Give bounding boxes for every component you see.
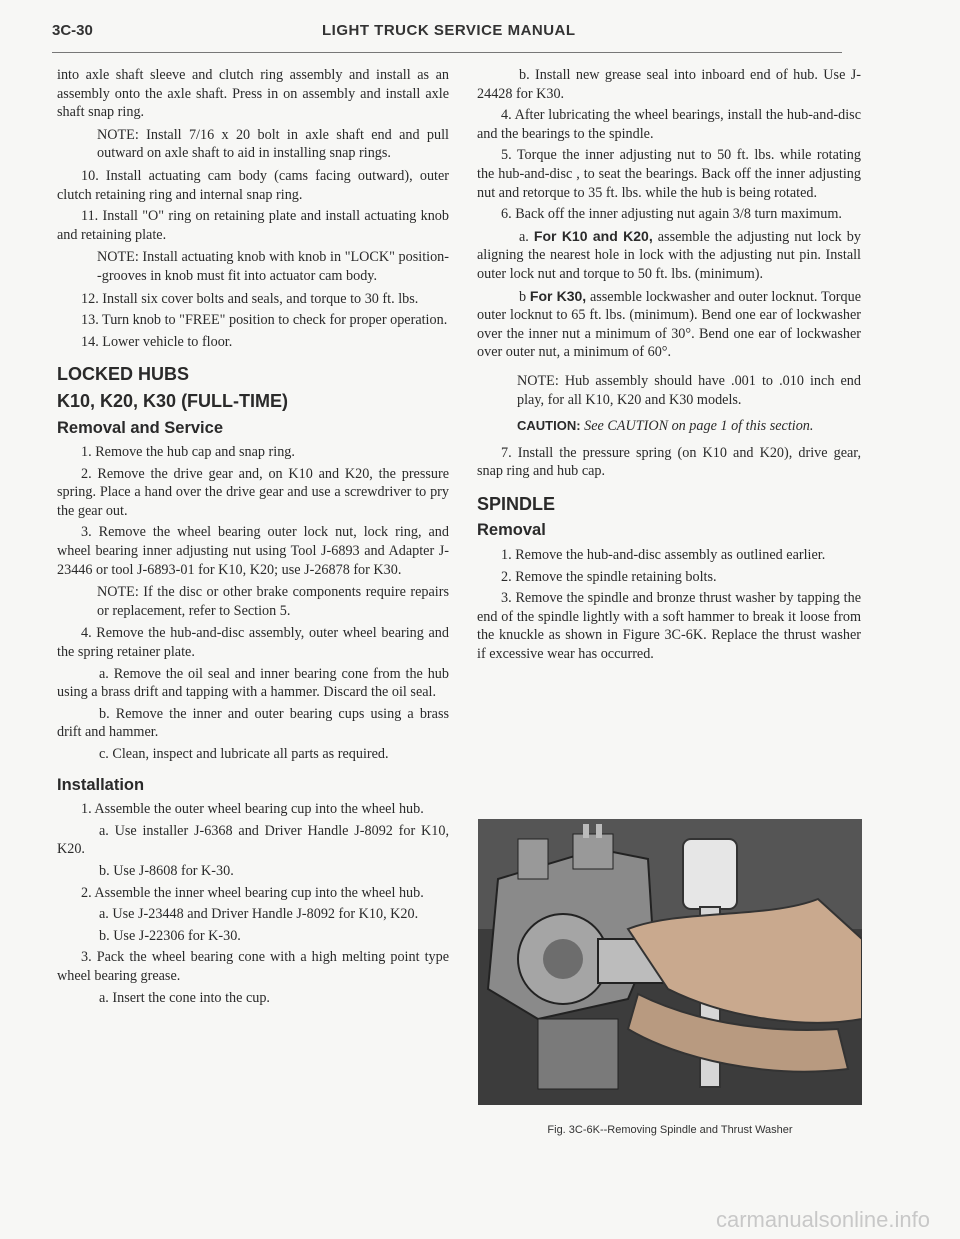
step: 13. Turn knob to "FREE" position to check for proper operation. (81, 312, 448, 329)
step: 7. Install the pressure spring (on K10 and K20), drive gear, snap ring and hub cap. (477, 444, 861, 480)
step: 11. Install "O" ring on retaining plate and install actuating knob and retaining plate. (57, 208, 449, 243)
paragraph: into axle shaft sleeve and clutch ring assembly and install as an assembly onto the axle shaft. Press in on assembly and install axle shaft snap ring. (57, 67, 449, 121)
substep: a. Use installer J-6368 and Driver Handle J-8092 for K10, K20. (57, 822, 449, 858)
step: 1. Assemble the outer wheel bearing cup into the wheel hub. (81, 801, 424, 818)
step: 14. Lower vehicle to floor. (81, 333, 233, 350)
note: NOTE: Install 7/16 x 20 bolt in axle shaft end and pull outward on axle shaft to aid in installing snap rings. (97, 126, 449, 162)
substep-prefix: b (519, 288, 527, 305)
left-column (57, 66, 449, 1010)
step: 4. Remove the hub-and-disc assembly, outer wheel bearing and the spring retainer plate. (57, 625, 449, 661)
substep-prefix: a. (519, 228, 529, 245)
section-heading-locked-hubs: LOCKED HUBS (57, 364, 190, 385)
substep: b. Remove the inner and outer bearing cups using a brass drift and hammer. (57, 705, 449, 741)
caution-text: See CAUTION on page 1 of this section. (584, 418, 814, 435)
substep: a. Use J-23448 and Driver Handle J-8092 for K10, K20. (99, 906, 419, 923)
step: 3. Pack the wheel bearing cone with a high melting point type wheel bearing grease. (57, 949, 449, 984)
model-label: For K30, (529, 287, 587, 304)
step: 1. Remove the hub-and-disc assembly as outlined earlier. (501, 547, 826, 564)
substep-text: assemble lockwasher and outer locknut. Torque outer locknut to 65 ft. lbs. (minimum). Bend one ear of lockwasher over the inner nut a minimum of 30°. Bend one ear of lockwasher over outer nut, a minimum of 60°. (477, 288, 861, 361)
spindle-removal-photo (478, 819, 862, 1105)
note: NOTE: If the disc or other brake components require repairs or replacement, refer to Section 5. (97, 584, 449, 619)
step: 4. After lubricating the wheel bearings, install the hub-and-disc and the bearings to the spindle. (477, 107, 861, 142)
step: 2. Assemble the inner wheel bearing cup into the wheel hub. (81, 884, 424, 901)
running-title: LIGHT TRUCK SERVICE MANUAL (322, 22, 576, 39)
subheading-removal-service: Removal and Service (57, 418, 223, 437)
model-label: For K10 and K20, (533, 227, 653, 244)
figure-caption: Fig. 3C-6K--Removing Spindle and Thrust Washer (547, 1124, 793, 1136)
step: 3. Remove the wheel bearing outer lock nut, lock ring, and wheel bearing inner adjusting nut using Tool J-6893 and Adapter J-23446 or tool J-6893-01 for K10, K20; use J-26878 for K30. (57, 524, 449, 578)
step: 12. Install six cover bolts and seals, and torque to 30 ft. lbs. (81, 290, 419, 307)
step: 2. Remove the drive gear and, on K10 and K20, the pressure spring. Place a hand over the drive gear and use a screwdriver to pry the gear out. (57, 465, 449, 519)
substep-k10-k20 (477, 227, 861, 284)
step: 3. Remove the spindle and bronze thrust washer by tapping the end of the spindle lightly with a soft hammer to break it loose from the knuckle as shown in Figure 3C-6K. Replace the thrust washer if excessive wear has occurred. (477, 590, 861, 663)
header-rule (52, 52, 842, 53)
substep: a. Remove the oil seal and inner bearing cone from the hub using a brass drift and tapping with a hammer. Discard the oil seal. (57, 665, 449, 701)
page-header (52, 22, 832, 52)
subheading-installation: Installation (57, 775, 145, 794)
watermark: carmanualsonline.info (715, 1207, 930, 1232)
figure-photo (478, 819, 862, 1105)
step: 1. Remove the hub cap and snap ring. (81, 444, 295, 461)
step: 10. Install actuating cam body (cams facing outward), outer clutch retaining ring and internal snap ring. (57, 167, 449, 203)
right-column (477, 66, 861, 667)
note: NOTE: Install actuating knob with knob in "LOCK" position--grooves in knob must fit into actuator cam body. (97, 249, 449, 284)
substep-k30 (477, 287, 861, 362)
substep: b. Use J-22306 for K-30. (99, 927, 241, 944)
page-number: 3C-30 (52, 22, 93, 39)
step: 5. Torque the inner adjusting nut to 50 ft. lbs. while rotating the hub-and-disc , to seat the bearings. Back off the inner adjusting nut and retorque to 35 ft. lbs. while the hub is being rotated. (477, 147, 861, 201)
subheading-removal: Removal (477, 521, 546, 540)
substep: b. Install new grease seal into inboard end of hub. Use J-24428 for K30. (477, 67, 861, 102)
substep: a. Insert the cone into the cup. (99, 989, 270, 1006)
caution-label: CAUTION: (517, 418, 581, 434)
caution (517, 417, 861, 436)
substep-text: assemble the adjusting nut lock by aligning the nearest hole in lock with the adjusting nut pin. Install outer lock nut and torque to 50 ft. lbs. (minimum). (477, 228, 861, 282)
section-heading-models: K10, K20, K30 (FULL-TIME) (57, 390, 289, 411)
section-heading-spindle: SPINDLE (477, 493, 556, 514)
step: 2. Remove the spindle retaining bolts. (501, 568, 717, 585)
substep: c. Clean, inspect and lubricate all parts as required. (99, 746, 389, 762)
note: NOTE: Hub assembly should have .001 to .010 inch end play, for all K10, K20 and K30 models. (517, 372, 861, 408)
step: 6. Back off the inner adjusting nut again 3/8 turn maximum. (501, 206, 842, 223)
substep: b. Use J-8608 for K-30. (99, 862, 234, 879)
